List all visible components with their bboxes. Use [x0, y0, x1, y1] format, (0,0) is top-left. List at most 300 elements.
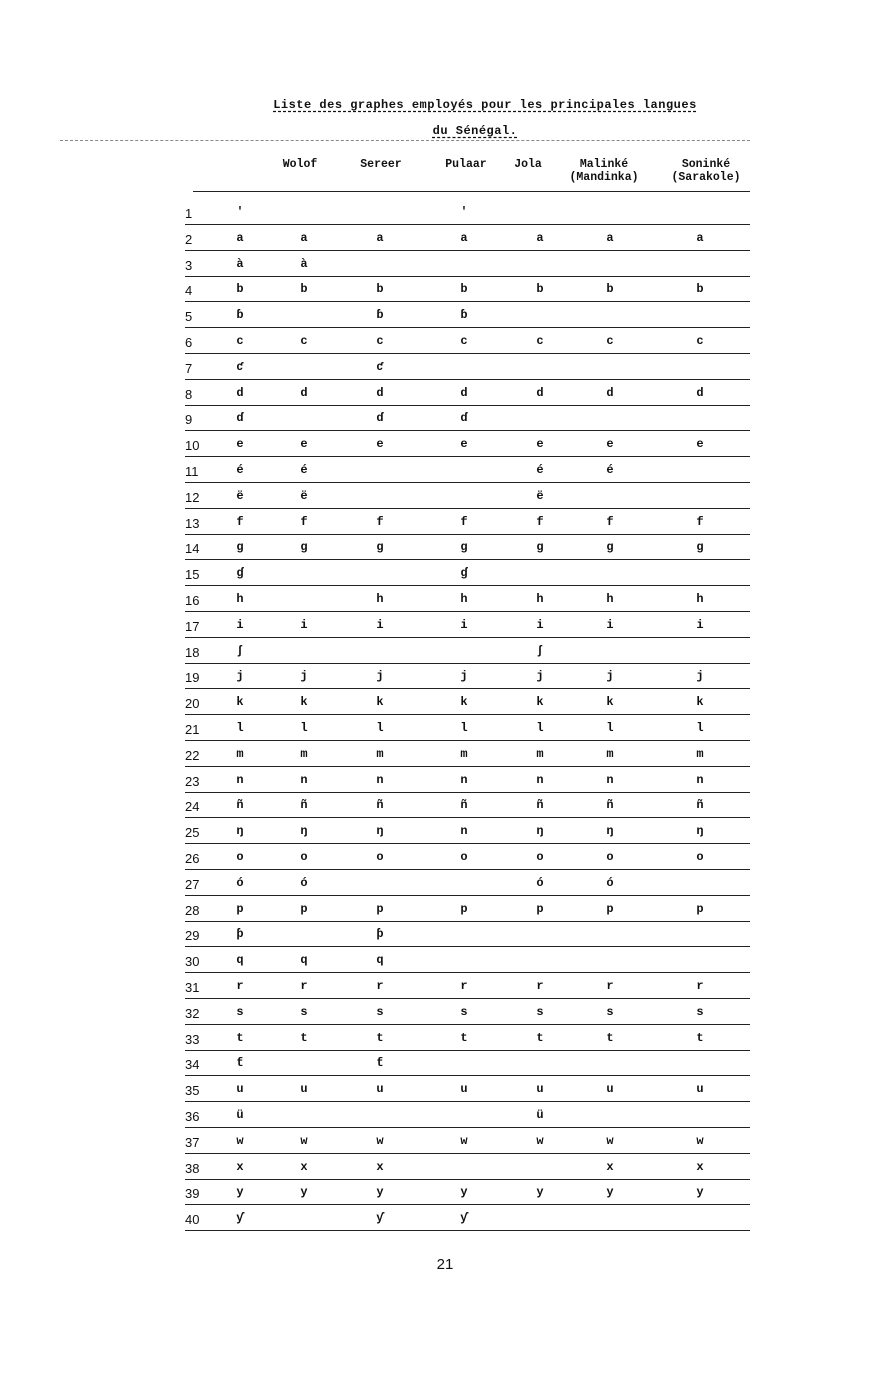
grapheme-cell: x	[300, 1159, 308, 1174]
row-rule	[185, 1230, 750, 1231]
grapheme-cell: o	[460, 850, 468, 864]
grapheme-cell: u	[236, 1082, 244, 1097]
grapheme-cell: n	[536, 772, 544, 787]
grapheme-cell: w	[236, 1133, 244, 1148]
grapheme-cell: p	[300, 901, 308, 916]
table-row	[185, 199, 750, 225]
grapheme-cell: h	[460, 592, 468, 606]
grapheme-cell: u	[696, 1082, 704, 1097]
grapheme-cell: é	[536, 463, 544, 477]
table-row	[185, 767, 750, 793]
table-row	[185, 1128, 750, 1154]
grapheme-cell: h	[236, 592, 244, 606]
row-number: 38	[185, 1160, 200, 1176]
grapheme-cell: a	[300, 230, 308, 245]
page-number: 21	[436, 1256, 454, 1273]
grapheme-cell: e	[460, 437, 468, 452]
table-row	[185, 586, 750, 612]
grapheme-cell: ü	[236, 1108, 244, 1122]
grapheme-cell: ƭ	[236, 1056, 244, 1071]
table-row	[185, 251, 750, 277]
grapheme-cell: p	[236, 901, 244, 916]
grapheme-cell: m	[376, 746, 384, 761]
grapheme-cell: j	[236, 669, 244, 684]
grapheme-cell: m	[460, 746, 468, 761]
grapheme-cell: ñ	[696, 798, 704, 813]
grapheme-cell: i	[376, 617, 384, 632]
grapheme-cell: ñ	[460, 798, 468, 813]
table-row	[185, 509, 750, 535]
grapheme-cell: q	[376, 953, 384, 968]
row-number: 17	[185, 618, 200, 634]
row-number: 19	[185, 670, 200, 686]
grapheme-cell: à	[236, 256, 244, 271]
grapheme-cell: c	[606, 334, 614, 348]
grapheme-cell: e	[536, 437, 544, 452]
grapheme-cell: ñ	[376, 798, 384, 813]
grapheme-cell: r	[536, 979, 544, 993]
grapheme-cell: g	[536, 540, 544, 555]
grapheme-cell: u	[460, 1082, 468, 1097]
grapheme-cell: ñ	[536, 798, 544, 813]
table-row	[185, 560, 750, 586]
grapheme-cell: d	[536, 385, 544, 400]
grapheme-cell: i	[300, 617, 308, 632]
table-row	[185, 328, 750, 354]
grapheme-cell: u	[606, 1082, 614, 1097]
table-row	[185, 405, 750, 431]
grapheme-cell: o	[606, 850, 614, 864]
grapheme-cell: s	[300, 1004, 308, 1019]
grapheme-cell: h	[696, 592, 704, 606]
grapheme-cell: é	[236, 463, 244, 477]
grapheme-cell: ƴ	[460, 1211, 468, 1226]
table-row	[185, 870, 750, 896]
grapheme-cell: w	[536, 1133, 544, 1148]
grapheme-cell: e	[696, 437, 704, 452]
grapheme-cell: p	[606, 901, 614, 916]
grapheme-cell: d	[606, 385, 614, 400]
table-row	[185, 921, 750, 947]
grapheme-cell: j	[696, 669, 704, 684]
grapheme-cell: h	[606, 592, 614, 606]
grapheme-cell: k	[460, 695, 468, 710]
grapheme-cell: c	[696, 334, 704, 348]
table-row	[185, 612, 750, 638]
grapheme-cell: f	[376, 514, 384, 529]
row-number: 32	[185, 1005, 200, 1021]
grapheme-cell: k	[606, 695, 614, 710]
title-line-2: du Sénégal.	[432, 124, 518, 138]
grapheme-cell: c	[460, 334, 468, 348]
row-number: 22	[185, 747, 200, 763]
column-header-jola: Jola	[514, 158, 542, 171]
grapheme-cell: a	[376, 230, 384, 245]
table-row	[185, 1050, 750, 1076]
row-number: 18	[185, 644, 200, 660]
grapheme-cell: ɠ	[460, 566, 468, 581]
grapheme-cell: ŋ	[606, 824, 614, 839]
grapheme-cell: l	[606, 721, 614, 735]
grapheme-cell: ƴ	[236, 1211, 244, 1226]
grapheme-cell: i	[696, 617, 704, 632]
title-line-1: Liste des graphes employés pour les principales langues	[273, 98, 697, 112]
grapheme-cell: i	[460, 617, 468, 632]
grapheme-cell: h	[536, 592, 544, 606]
row-number: 15	[185, 567, 200, 583]
table-row	[185, 1102, 750, 1128]
table-row	[185, 1025, 750, 1051]
grapheme-cell: ŋ	[376, 824, 384, 839]
grapheme-cell: u	[376, 1082, 384, 1097]
table-row	[185, 973, 750, 999]
grapheme-cell: n	[460, 772, 468, 787]
grapheme-cell: a	[536, 230, 544, 245]
grapheme-cell: t	[300, 1030, 308, 1045]
grapheme-cell: w	[376, 1133, 384, 1148]
grapheme-cell: d	[460, 385, 468, 400]
grapheme-cell: y	[460, 1185, 468, 1200]
grapheme-cell: ɓ	[376, 308, 384, 323]
row-number: 13	[185, 515, 200, 531]
column-header-malinke: Malinké (Mandinka)	[569, 158, 639, 184]
row-number: 39	[185, 1186, 200, 1202]
grapheme-cell: '	[236, 205, 244, 219]
row-number: 21	[185, 722, 200, 737]
grapheme-cell: ó	[606, 875, 614, 890]
table-row	[185, 534, 750, 560]
table-row	[185, 896, 750, 922]
grapheme-cell: ƈ	[376, 359, 384, 374]
top-rule	[60, 140, 750, 141]
grapheme-cell: f	[696, 514, 704, 529]
grapheme-cell: t	[460, 1030, 468, 1045]
grapheme-cell: e	[300, 437, 308, 452]
grapheme-cell: '	[460, 205, 468, 219]
grapheme-cell: ó	[300, 875, 308, 890]
grapheme-cell: b	[696, 282, 704, 297]
row-number: 10	[185, 438, 200, 454]
row-number: 34	[185, 1057, 200, 1073]
grapheme-cell: ƈ	[236, 359, 244, 374]
grapheme-cell: y	[376, 1185, 384, 1200]
grapheme-cell: l	[376, 721, 384, 735]
table-row	[185, 457, 750, 483]
grapheme-cell: b	[236, 282, 244, 297]
grapheme-cell: g	[606, 540, 614, 555]
grapheme-cell: e	[606, 437, 614, 452]
grapheme-cell: s	[606, 1004, 614, 1019]
row-number: 5	[185, 309, 193, 325]
grapheme-cell: m	[300, 746, 308, 761]
table-row	[185, 276, 750, 302]
row-number: 30	[185, 954, 200, 970]
header-rule	[193, 191, 750, 192]
grapheme-cell: b	[606, 282, 614, 297]
grapheme-cell: f	[236, 514, 244, 529]
row-number: 26	[185, 851, 200, 866]
row-number: 4	[185, 283, 193, 299]
grapheme-cell: c	[236, 334, 244, 348]
row-number: 28	[185, 902, 200, 918]
grapheme-cell: h	[376, 592, 384, 606]
grapheme-cell: d	[696, 385, 704, 400]
grapheme-cell: x	[696, 1159, 704, 1174]
column-header-sereer: Sereer	[360, 158, 402, 171]
grapheme-cell: à	[300, 256, 308, 271]
grapheme-cell: j	[376, 669, 384, 684]
grapheme-cell: b	[460, 282, 468, 297]
grapheme-cell: r	[460, 979, 468, 993]
grapheme-cell: l	[236, 721, 244, 735]
grapheme-cell: s	[696, 1004, 704, 1019]
grapheme-cell: ɗ	[460, 411, 468, 426]
grapheme-cell: k	[376, 695, 384, 710]
column-header-soninke: Soninké (Sarakole)	[671, 158, 741, 184]
grapheme-cell: m	[236, 746, 244, 761]
grapheme-cell: p	[536, 901, 544, 916]
row-number: 7	[185, 360, 193, 376]
grapheme-cell: q	[236, 953, 244, 968]
grapheme-cell: s	[460, 1004, 468, 1019]
grapheme-cell: d	[300, 385, 308, 400]
grapheme-cell: ó	[236, 875, 244, 890]
grapheme-cell: ë	[300, 488, 308, 503]
grapheme-cell: p	[376, 901, 384, 916]
table-row	[185, 741, 750, 767]
grapheme-cell: r	[606, 979, 614, 993]
grapheme-cell: ƴ	[376, 1211, 384, 1226]
grapheme-cell: ƥ	[376, 927, 384, 942]
grapheme-cell: t	[236, 1030, 244, 1045]
grapheme-cell: ŋ	[300, 824, 308, 839]
grapheme-cell: ŋ	[696, 824, 704, 839]
table-row	[185, 638, 750, 664]
grapheme-cell: n	[696, 772, 704, 787]
grapheme-cell: u	[300, 1082, 308, 1097]
row-number: 20	[185, 696, 200, 712]
grapheme-cell: m	[606, 746, 614, 761]
grapheme-cell: j	[460, 669, 468, 684]
grapheme-cell: g	[460, 540, 468, 555]
grapheme-cell: ɗ	[236, 411, 244, 426]
grapheme-cell: t	[696, 1030, 704, 1045]
row-number: 36	[185, 1109, 200, 1124]
table-row	[185, 380, 750, 406]
grapheme-cell: l	[460, 721, 468, 735]
row-number: 33	[185, 1031, 200, 1047]
table-row	[185, 844, 750, 870]
table-row	[185, 792, 750, 818]
grapheme-cell: ŋ	[536, 824, 544, 839]
grapheme-cell: t	[536, 1030, 544, 1045]
grapheme-cell: n	[300, 772, 308, 787]
grapheme-cell: e	[376, 437, 384, 452]
grapheme-cell: n	[236, 772, 244, 787]
row-number: 31	[185, 980, 200, 995]
grapheme-cell: w	[300, 1133, 308, 1148]
grapheme-cell: d	[236, 385, 244, 400]
row-number: 2	[185, 231, 193, 247]
grapheme-cell: x	[606, 1159, 614, 1174]
grapheme-cell: ɗ	[376, 411, 384, 426]
row-number: 6	[185, 335, 193, 350]
grapheme-cell: ü	[536, 1108, 544, 1122]
grapheme-cell: t	[376, 1030, 384, 1045]
grapheme-cell: o	[696, 850, 704, 864]
grapheme-cell: l	[696, 721, 704, 735]
grapheme-cell: u	[536, 1082, 544, 1097]
grapheme-cell: g	[300, 540, 308, 555]
grapheme-cell: l	[536, 721, 544, 735]
row-number: 12	[185, 489, 200, 505]
grapheme-cell: t	[606, 1030, 614, 1045]
grapheme-cell: a	[696, 230, 704, 245]
column-header-wolof: Wolof	[282, 158, 318, 171]
grapheme-cell: w	[606, 1133, 614, 1148]
table-row	[185, 1154, 750, 1180]
grapheme-cell: ɠ	[236, 566, 244, 581]
grapheme-cell: k	[236, 695, 244, 710]
grapheme-cell: b	[376, 282, 384, 297]
table-row	[185, 225, 750, 251]
grapheme-cell: x	[376, 1159, 384, 1174]
grapheme-cell: j	[606, 669, 614, 684]
grapheme-cell: b	[536, 282, 544, 297]
grapheme-cell: i	[536, 617, 544, 632]
grapheme-cell: ë	[536, 488, 544, 503]
grapheme-cell: ë	[236, 488, 244, 503]
row-number: 25	[185, 825, 200, 841]
table-row	[185, 689, 750, 715]
row-number: 37	[185, 1134, 200, 1150]
row-number: 29	[185, 928, 200, 944]
row-number: 16	[185, 593, 200, 608]
grapheme-cell: k	[696, 695, 704, 710]
grapheme-cell: k	[300, 695, 308, 710]
grapheme-cell: a	[460, 230, 468, 245]
row-number: 8	[185, 386, 193, 402]
table-row	[185, 1179, 750, 1205]
grapheme-cell: s	[236, 1004, 244, 1019]
grapheme-cell: n	[460, 824, 468, 839]
grapheme-cell: ɓ	[236, 308, 244, 323]
grapheme-cell: b	[300, 282, 308, 297]
grapheme-cell: c	[536, 334, 544, 348]
grapheme-cell: o	[300, 850, 308, 864]
grapheme-cell: i	[236, 617, 244, 632]
grapheme-cell: g	[376, 540, 384, 555]
row-number: 35	[185, 1083, 200, 1099]
table-row	[185, 354, 750, 380]
row-number: 23	[185, 773, 200, 789]
grapheme-cell: s	[376, 1004, 384, 1019]
row-number: 11	[185, 464, 199, 479]
grapheme-cell: c	[300, 334, 308, 348]
grapheme-cell: c	[376, 334, 384, 348]
grapheme-cell: ŋ	[236, 824, 244, 839]
grapheme-cell: m	[696, 746, 704, 761]
grapheme-cell: f	[536, 514, 544, 529]
row-number: 1	[185, 206, 193, 221]
table-row	[185, 947, 750, 973]
table-row	[185, 1076, 750, 1102]
grapheme-cell: w	[460, 1133, 468, 1148]
grapheme-cell: y	[696, 1185, 704, 1200]
grapheme-cell: y	[536, 1185, 544, 1200]
table-row	[185, 999, 750, 1025]
row-number: 9	[185, 412, 193, 428]
grapheme-cell: g	[236, 540, 244, 555]
grapheme-cell: ʃ	[236, 643, 244, 658]
grapheme-cell: é	[300, 463, 308, 477]
grapheme-cell: m	[536, 746, 544, 761]
grapheme-cell: y	[236, 1185, 244, 1200]
grapheme-cell: j	[300, 669, 308, 684]
row-number: 27	[185, 876, 200, 892]
grapheme-cell: o	[376, 850, 384, 864]
table-row	[185, 1205, 750, 1231]
grapheme-cell: e	[236, 437, 244, 452]
grapheme-cell: r	[376, 979, 384, 993]
table-row	[185, 715, 750, 741]
row-number: 3	[185, 257, 193, 273]
table-row	[185, 483, 750, 509]
grapheme-cell: a	[606, 230, 614, 245]
grapheme-cell: f	[460, 514, 468, 529]
grapheme-cell: w	[696, 1133, 704, 1148]
grapheme-cell: o	[536, 850, 544, 864]
grapheme-cell: y	[300, 1185, 308, 1200]
grapheme-cell: k	[536, 695, 544, 710]
grapheme-cell: p	[696, 901, 704, 916]
grapheme-cell: y	[606, 1185, 614, 1200]
grapheme-cell: ñ	[236, 798, 244, 813]
table-row	[185, 302, 750, 328]
grapheme-cell: l	[300, 721, 308, 735]
grapheme-cell: g	[696, 540, 704, 555]
grapheme-cell: ʃ	[536, 643, 544, 658]
grapheme-cell: j	[536, 669, 544, 684]
column-header-pulaar: Pulaar	[445, 158, 487, 171]
grapheme-cell: f	[300, 514, 308, 529]
grapheme-cell: q	[300, 953, 308, 968]
grapheme-cell: d	[376, 385, 384, 400]
grapheme-cell: i	[606, 617, 614, 632]
table-row	[185, 431, 750, 457]
row-number: 40	[185, 1212, 200, 1228]
grapheme-cell: s	[536, 1004, 544, 1019]
grapheme-cell: é	[606, 463, 614, 477]
table-row	[185, 663, 750, 689]
grapheme-cell: p	[460, 901, 468, 916]
grapheme-cell: n	[376, 772, 384, 787]
grapheme-cell: ɓ	[460, 308, 468, 323]
row-number: 14	[185, 541, 200, 557]
table-row	[185, 818, 750, 844]
grapheme-cell: ƭ	[376, 1056, 384, 1071]
grapheme-cell: r	[696, 979, 704, 993]
grapheme-cell: n	[606, 772, 614, 787]
grapheme-cell: x	[236, 1159, 244, 1174]
grapheme-cell: ó	[536, 875, 544, 890]
grapheme-cell: o	[236, 850, 244, 864]
grapheme-cell: f	[606, 514, 614, 529]
row-number: 24	[185, 799, 200, 815]
grapheme-cell: ƥ	[236, 927, 244, 942]
grapheme-cell: r	[300, 979, 308, 993]
grapheme-cell: ñ	[606, 798, 614, 813]
